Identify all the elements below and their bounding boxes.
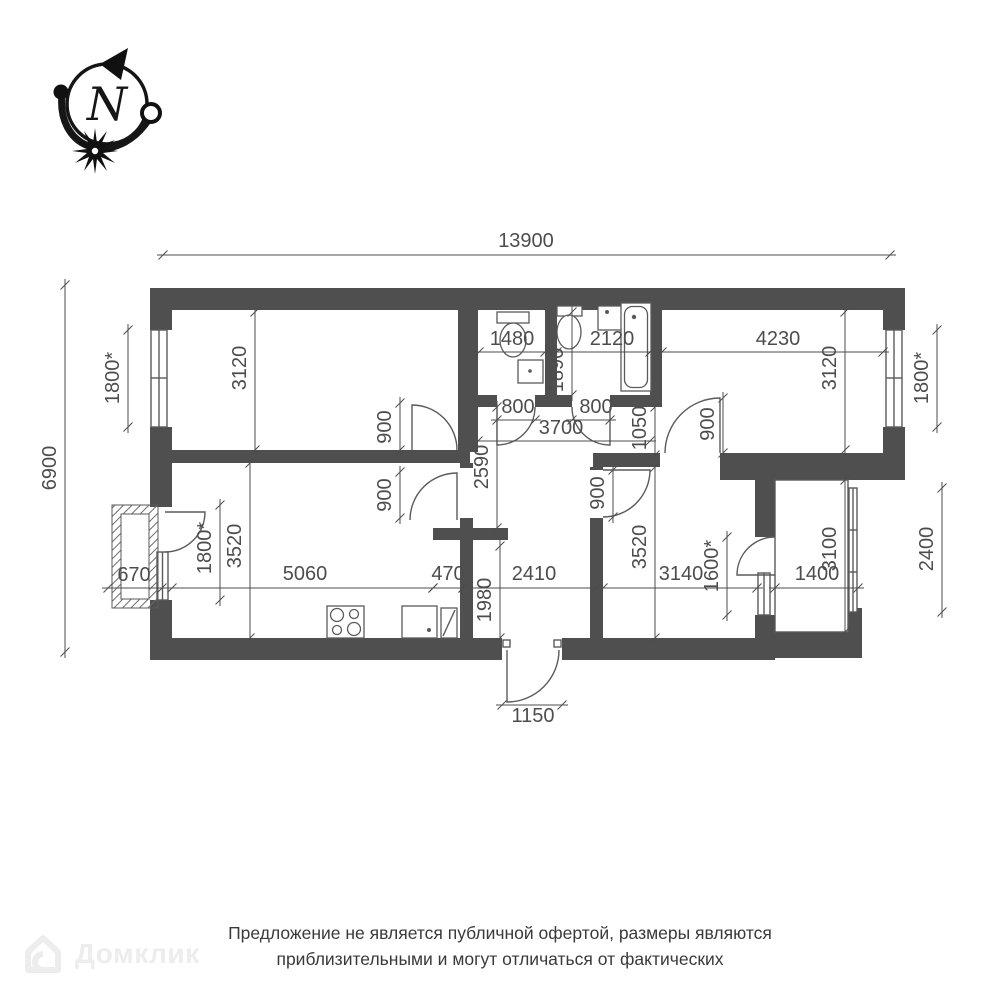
dimension-label: 3100 (819, 526, 841, 572)
disclaimer-line1: Предложение не является публичной офертой, размеры являются (228, 923, 772, 943)
compass-star-center (92, 148, 98, 154)
dimension-label: 3520 (224, 523, 246, 569)
door-kitchen (410, 473, 457, 520)
dimension-label: 1600* (701, 539, 723, 593)
balcony-hatch (112, 505, 158, 608)
compass-ring (142, 104, 160, 122)
dimension-label: 3140 (658, 563, 704, 585)
dimension-label: 900 (587, 476, 609, 510)
compass-dot (54, 85, 69, 100)
dimension-label: 2410 (511, 563, 557, 585)
dimension-label: 3120 (229, 345, 251, 391)
compass-needle-icon (100, 48, 128, 80)
dimension-label: 1800* (102, 351, 124, 405)
dimension-label: 5060 (282, 563, 328, 585)
dimension-label: 3700 (538, 417, 584, 439)
compass-icon (54, 48, 161, 174)
dimension-label: 2120 (589, 328, 635, 350)
dimension-label: 1890 (546, 347, 568, 393)
dimension-label: 800 (501, 396, 535, 418)
dimension-label: 470 (431, 563, 465, 585)
toilet-tank (497, 312, 529, 323)
entrance-jamb-left (503, 640, 510, 647)
dimension-label: 1800* (194, 521, 216, 575)
dimension-label: 4230 (755, 328, 801, 350)
dimension-label: 900 (697, 407, 719, 441)
dimension-label: 2590 (471, 444, 493, 490)
door-entrance (507, 650, 559, 702)
dimension-label: 800 (579, 396, 613, 418)
dimension-label: 6900 (39, 445, 61, 491)
door-room1 (412, 405, 457, 450)
domclick-brand-label: Домклик (75, 938, 200, 969)
door-loggia (737, 537, 775, 575)
domclick-watermark (20, 932, 200, 976)
dimension-label: 900 (374, 478, 396, 512)
dimension-label: 1800* (911, 351, 933, 405)
dimension-label: 670 (117, 564, 151, 586)
dimension-label: 1480 (489, 328, 535, 350)
kitchen-sink (402, 606, 437, 638)
disclaimer-line2: приблизительными и могут отличаться от фактических (276, 949, 724, 969)
dimension-label: 13900 (498, 230, 554, 252)
dimension-label: 2400 (916, 526, 938, 572)
entrance-jamb-right (554, 640, 561, 647)
dimension-label: 1980 (474, 577, 496, 623)
dimension-label: 1050 (629, 405, 651, 451)
dimension-label: 1150 (511, 705, 555, 727)
domclick-house-icon (20, 932, 66, 976)
dimension-label: 1400 (794, 563, 840, 585)
dimension-label: 900 (374, 410, 396, 444)
dimension-label: 3520 (629, 524, 651, 570)
compass-north-label: N (86, 77, 128, 131)
door-room2 (603, 470, 650, 517)
dimension-label: 3120 (819, 345, 841, 391)
bath-sink-bowl (557, 315, 581, 349)
